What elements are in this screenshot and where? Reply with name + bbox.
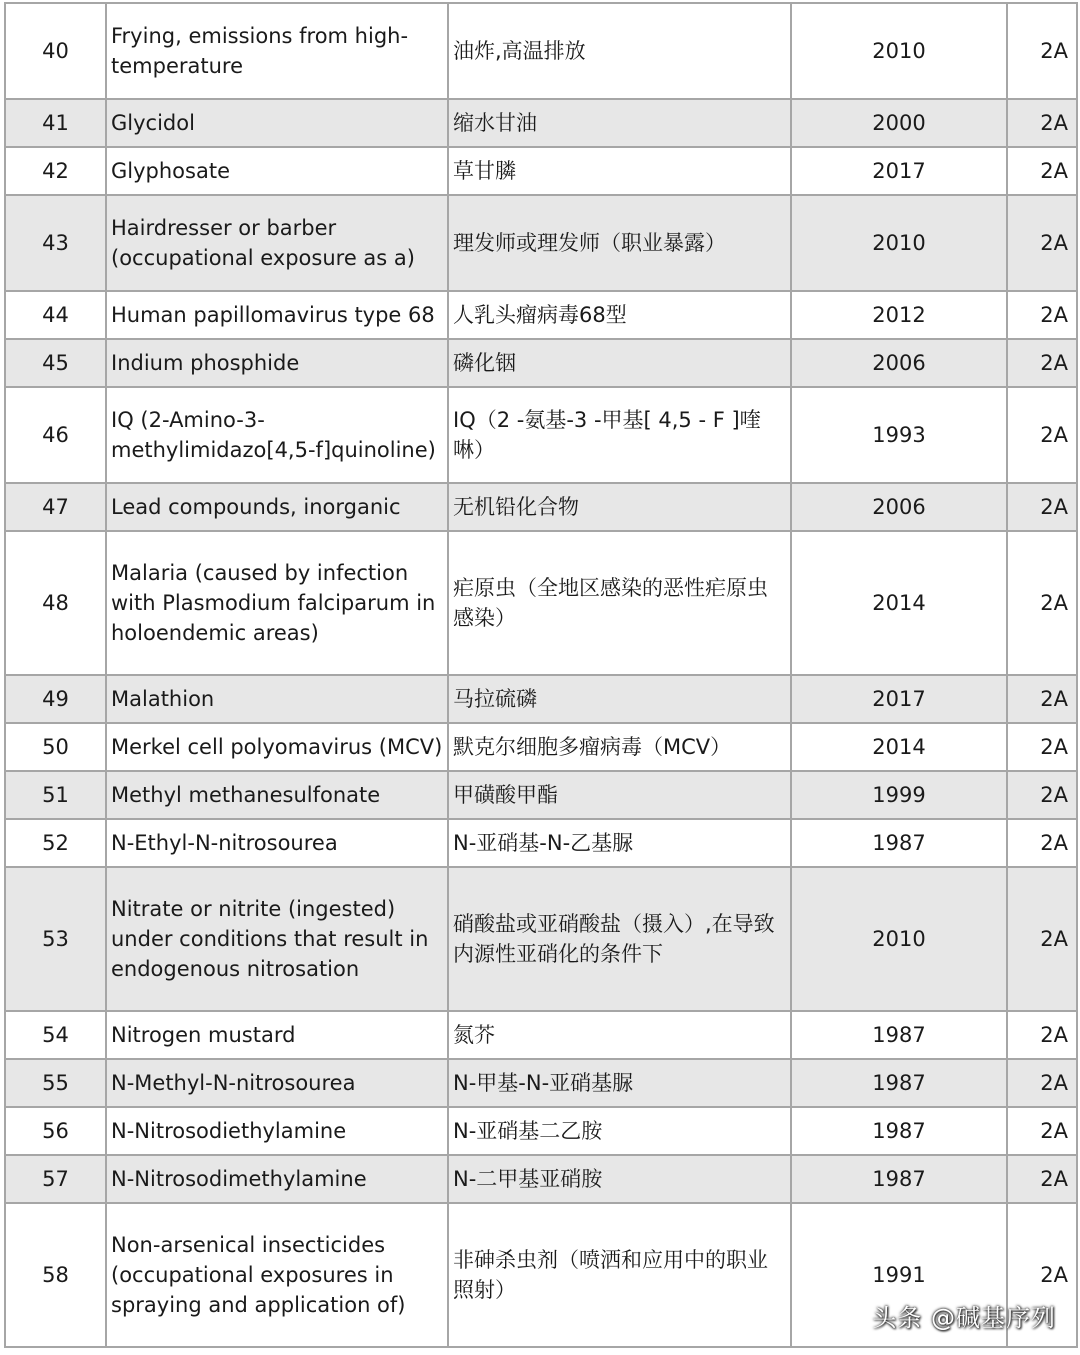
table-row — [5, 531, 1077, 675]
agent-name-cn: 疟原虫（全地区感染的恶性疟原虫感染） — [448, 531, 791, 675]
iarc-group: 2A — [1007, 195, 1077, 291]
row-number: 51 — [5, 771, 106, 819]
agent-name-en: Glyphosate — [106, 147, 448, 195]
table-row — [5, 867, 1077, 1011]
agent-name-en: Lead compounds, inorganic — [106, 483, 448, 531]
row-number: 43 — [5, 195, 106, 291]
table-row — [5, 771, 1077, 819]
agent-name-cn: IQ（2 -氨基-3 -甲基[ 4,5 - F ]喹啉） — [448, 387, 791, 483]
iarc-group: 2A — [1007, 1011, 1077, 1059]
agent-name-cn: 草甘膦 — [448, 147, 791, 195]
iarc-group: 2A — [1007, 531, 1077, 675]
table-row — [5, 1059, 1077, 1107]
table-row — [5, 339, 1077, 387]
agent-name-en: N-Nitrosodimethylamine — [106, 1155, 448, 1203]
row-number: 42 — [5, 147, 106, 195]
row-number: 49 — [5, 675, 106, 723]
agent-name-cn: 马拉硫磷 — [448, 675, 791, 723]
iarc-group: 2A — [1007, 819, 1077, 867]
evaluation-year: 2014 — [791, 723, 1007, 771]
table-row — [5, 147, 1077, 195]
table-row — [5, 723, 1077, 771]
agent-name-cn: 磷化铟 — [448, 339, 791, 387]
agent-name-en: Merkel cell polyomavirus (MCV) — [106, 723, 448, 771]
agent-name-cn: 无机铅化合物 — [448, 483, 791, 531]
row-number: 46 — [5, 387, 106, 483]
row-number: 50 — [5, 723, 106, 771]
agent-name-en: N-Nitrosodiethylamine — [106, 1107, 448, 1155]
row-number: 54 — [5, 1011, 106, 1059]
evaluation-year: 2017 — [791, 675, 1007, 723]
evaluation-year: 2012 — [791, 291, 1007, 339]
iarc-group: 2A — [1007, 1155, 1077, 1203]
agent-name-en: N-Methyl-N-nitrosourea — [106, 1059, 448, 1107]
agent-name-en: Non-arsenical insecticides (occupational exposures in spraying and application of) — [106, 1203, 448, 1347]
table-row — [5, 195, 1077, 291]
agent-name-cn: 人乳头瘤病毒68型 — [448, 291, 791, 339]
agent-name-cn: N-亚硝基二乙胺 — [448, 1107, 791, 1155]
iarc-group: 2A — [1007, 675, 1077, 723]
agent-name-cn: 缩水甘油 — [448, 99, 791, 147]
evaluation-year: 1987 — [791, 1107, 1007, 1155]
row-number: 48 — [5, 531, 106, 675]
agent-name-en: N-Ethyl-N-nitrosourea — [106, 819, 448, 867]
agent-name-en: Methyl methanesulfonate — [106, 771, 448, 819]
table-row — [5, 387, 1077, 483]
agent-name-cn: 硝酸盐或亚硝酸盐（摄入）,在导致内源性亚硝化的条件下 — [448, 867, 791, 1011]
iarc-group: 2A — [1007, 1107, 1077, 1155]
row-number: 53 — [5, 867, 106, 1011]
iarc-group: 2A — [1007, 339, 1077, 387]
evaluation-year: 1987 — [791, 1155, 1007, 1203]
table-row — [5, 99, 1077, 147]
table-row — [5, 1155, 1077, 1203]
evaluation-year: 2000 — [791, 99, 1007, 147]
row-number: 56 — [5, 1107, 106, 1155]
agent-name-cn: 默克尔细胞多瘤病毒（MCV） — [448, 723, 791, 771]
agent-name-cn: N-甲基-N-亚硝基脲 — [448, 1059, 791, 1107]
evaluation-year: 1987 — [791, 1011, 1007, 1059]
row-number: 57 — [5, 1155, 106, 1203]
agent-name-cn: 氮芥 — [448, 1011, 791, 1059]
watermark: 头条 @碱基序列 — [872, 1304, 1056, 1332]
table-row — [5, 819, 1077, 867]
iarc-group: 2A — [1007, 723, 1077, 771]
row-number: 44 — [5, 291, 106, 339]
table-row — [5, 1107, 1077, 1155]
agent-name-en: Hairdresser or barber (occupational exposure as a) — [106, 195, 448, 291]
evaluation-year: 2014 — [791, 531, 1007, 675]
iarc-group: 2A — [1007, 1203, 1077, 1347]
agent-name-en: Nitrate or nitrite (ingested) under conditions that result in endogenous nitrosation — [106, 867, 448, 1011]
evaluation-year: 2006 — [791, 339, 1007, 387]
row-number: 40 — [5, 3, 106, 99]
agent-name-en: Malaria (caused by infection with Plasmodium falciparum in holoendemic areas) — [106, 531, 448, 675]
row-number: 45 — [5, 339, 106, 387]
agent-name-en: Frying, emissions from high-temperature — [106, 3, 448, 99]
row-number: 47 — [5, 483, 106, 531]
agent-name-cn: 理发师或理发师（职业暴露） — [448, 195, 791, 291]
evaluation-year: 2017 — [791, 147, 1007, 195]
table-row — [5, 1011, 1077, 1059]
agent-name-cn: 非砷杀虫剂（喷洒和应用中的职业照射） — [448, 1203, 791, 1347]
iarc-group: 2A — [1007, 1059, 1077, 1107]
evaluation-year: 1999 — [791, 771, 1007, 819]
evaluation-year: 2010 — [791, 3, 1007, 99]
agent-name-en: Glycidol — [106, 99, 448, 147]
evaluation-year: 1993 — [791, 387, 1007, 483]
evaluation-year: 2010 — [791, 195, 1007, 291]
row-number: 52 — [5, 819, 106, 867]
iarc-group: 2A — [1007, 3, 1077, 99]
iarc-group: 2A — [1007, 291, 1077, 339]
evaluation-year: 2006 — [791, 483, 1007, 531]
row-number: 58 — [5, 1203, 106, 1347]
row-number: 55 — [5, 1059, 106, 1107]
agent-name-en: Human papillomavirus type 68 — [106, 291, 448, 339]
iarc-group: 2A — [1007, 867, 1077, 1011]
iarc-group: 2A — [1007, 387, 1077, 483]
table-row — [5, 291, 1077, 339]
iarc-group: 2A — [1007, 99, 1077, 147]
evaluation-year: 1991 — [791, 1203, 1007, 1347]
iarc-group: 2A — [1007, 147, 1077, 195]
table-row — [5, 3, 1077, 99]
agent-name-cn: N-亚硝基-N-乙基脲 — [448, 819, 791, 867]
agent-name-en: IQ (2-Amino-3-methylimidazo[4,5-f]quinoline) — [106, 387, 448, 483]
iarc-group: 2A — [1007, 771, 1077, 819]
table-body — [5, 3, 1077, 1347]
agent-name-cn: N-二甲基亚硝胺 — [448, 1155, 791, 1203]
agent-name-cn: 油炸,高温排放 — [448, 3, 791, 99]
table-row — [5, 675, 1077, 723]
agent-name-en: Nitrogen mustard — [106, 1011, 448, 1059]
evaluation-year: 2010 — [791, 867, 1007, 1011]
evaluation-year: 1987 — [791, 1059, 1007, 1107]
iarc-group: 2A — [1007, 483, 1077, 531]
agent-name-en: Indium phosphide — [106, 339, 448, 387]
agent-name-cn: 甲磺酸甲酯 — [448, 771, 791, 819]
agent-name-en: Malathion — [106, 675, 448, 723]
row-number: 41 — [5, 99, 106, 147]
table-row — [5, 483, 1077, 531]
evaluation-year: 1987 — [791, 819, 1007, 867]
carcinogen-table — [4, 2, 1078, 1348]
